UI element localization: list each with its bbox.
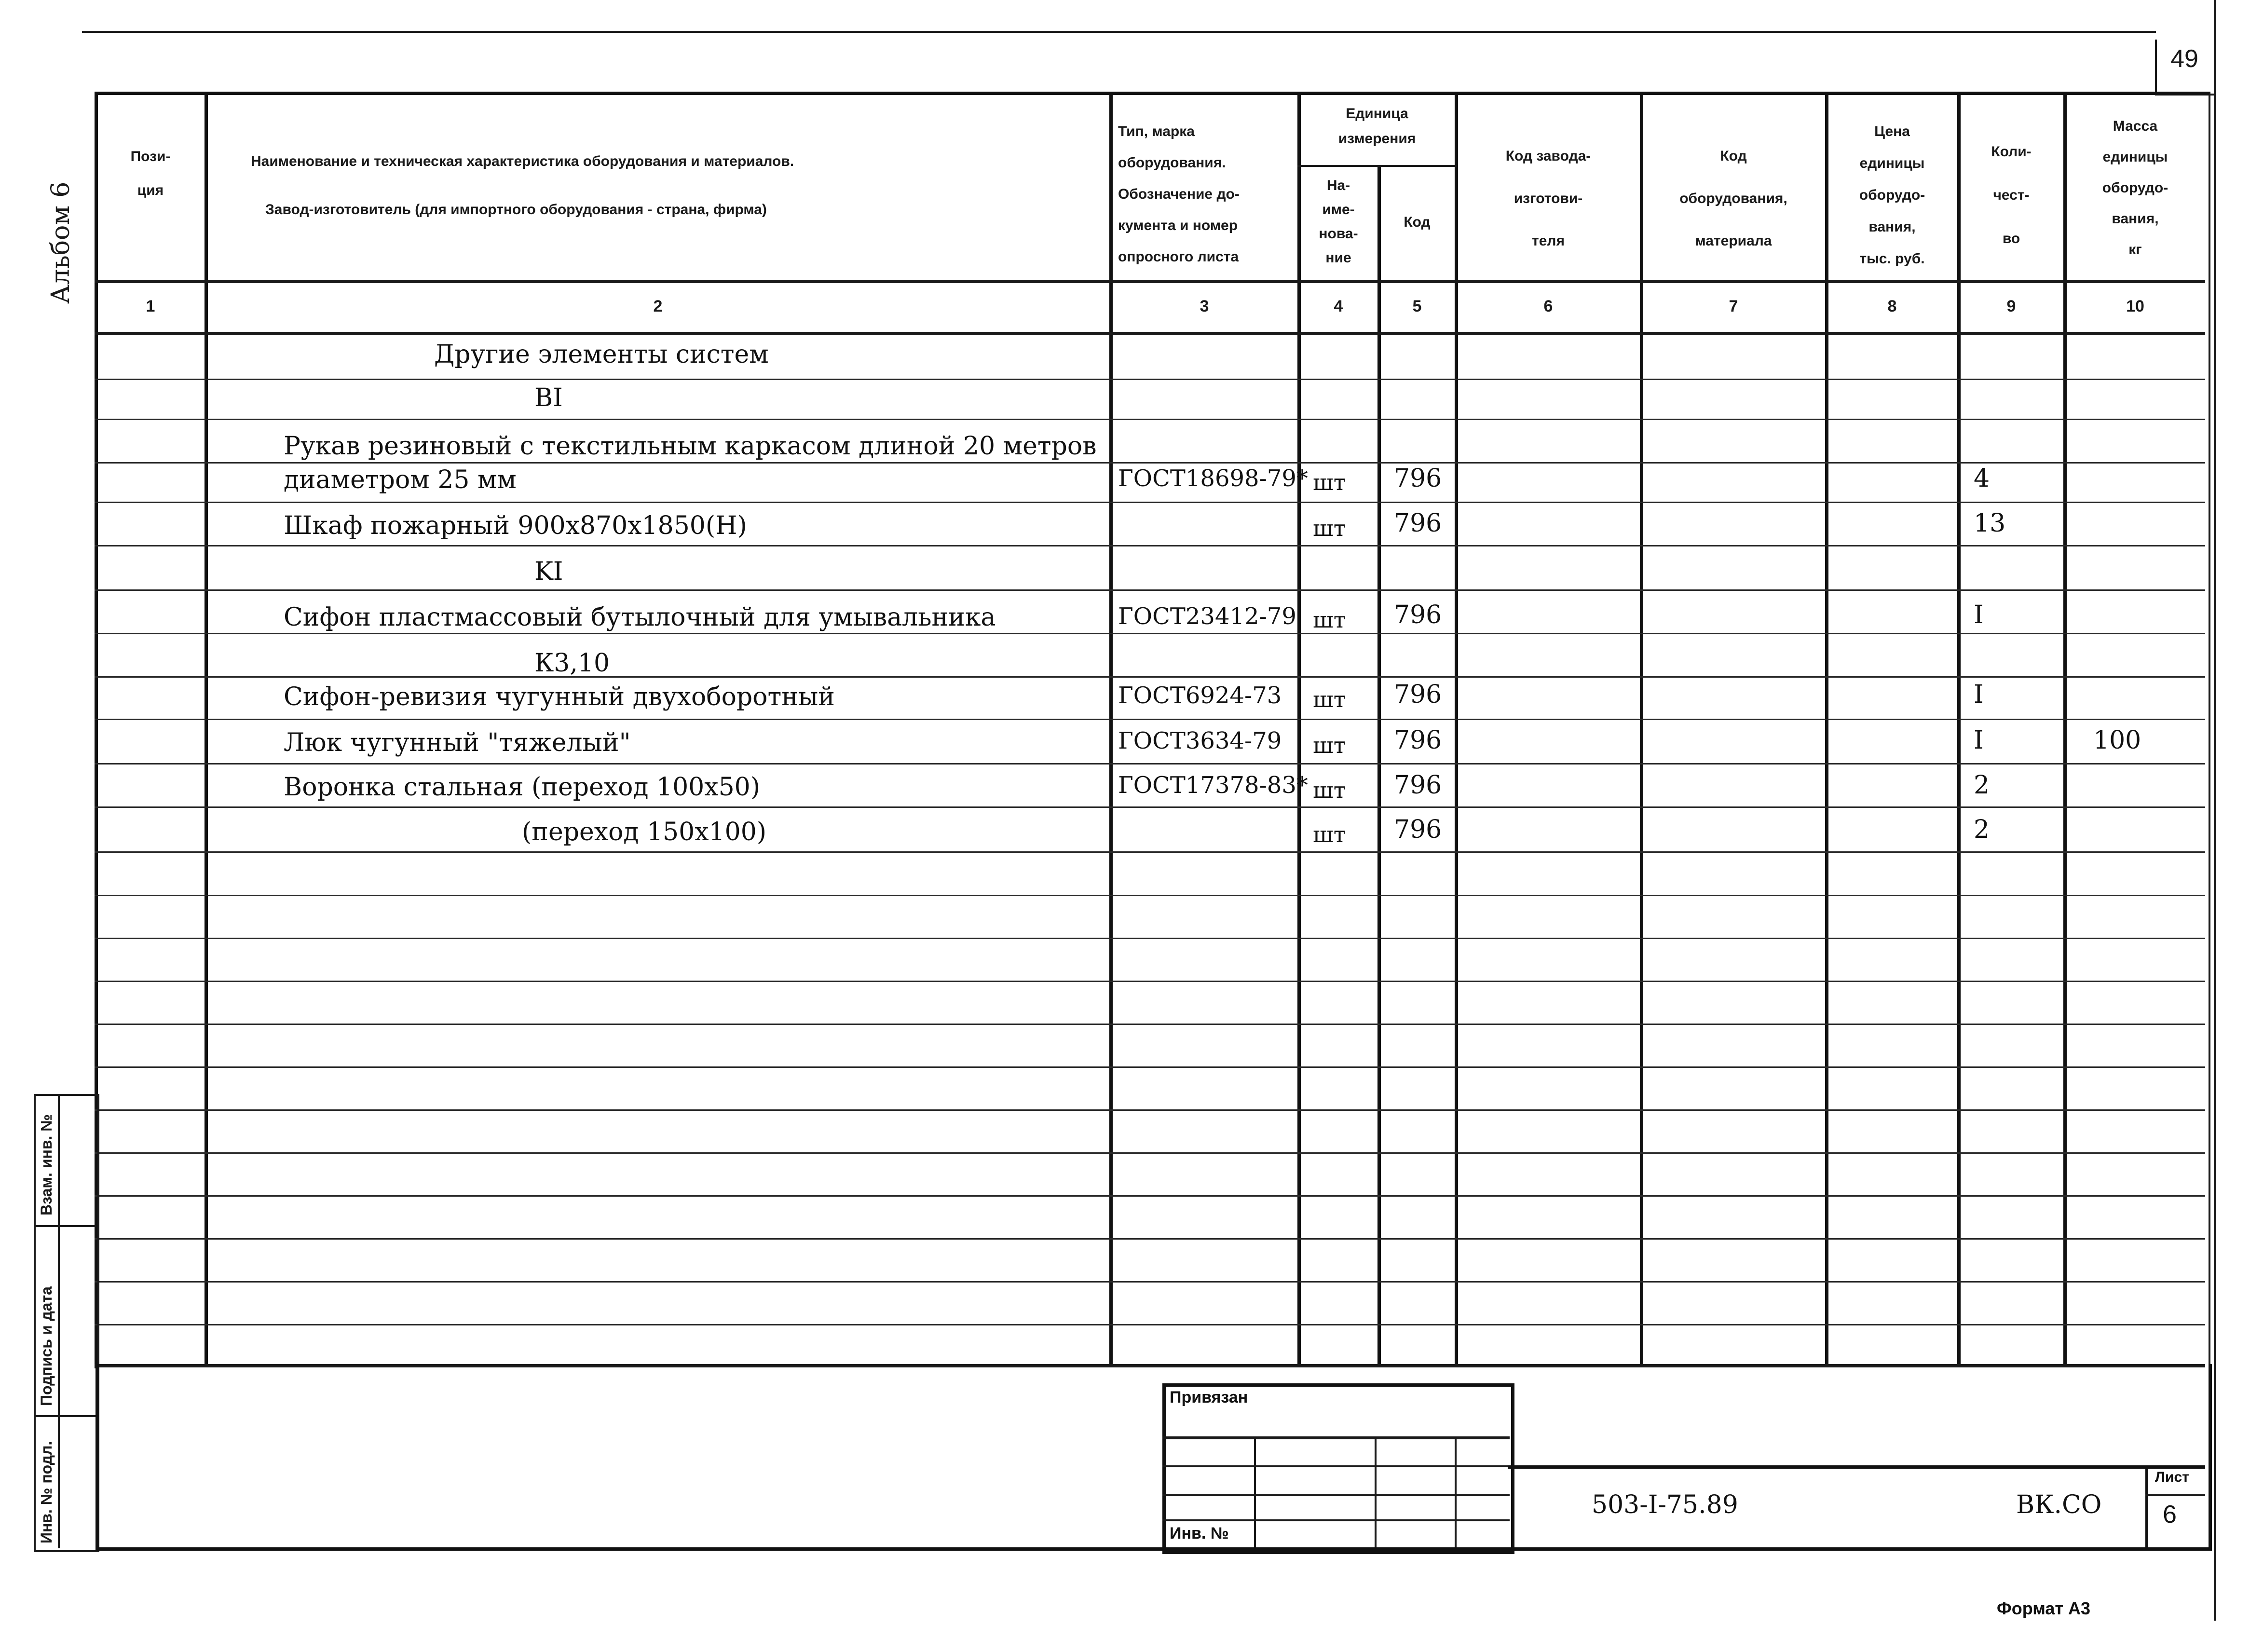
row-9-name: Люк чугунный "тяжелый" [284, 728, 631, 757]
header-col9: Коли- чест- во [1991, 144, 2032, 246]
row-separator [95, 676, 2205, 678]
header-bottom-line [95, 280, 2205, 283]
row-separator [95, 379, 2205, 380]
row-separator [95, 1281, 2205, 1283]
header-col6: Код завода- изготови- теля [1505, 148, 1591, 249]
col-number-8: 8 [1887, 297, 1897, 315]
row-2-name: Рукав резиновый с текстильным каркасом длиной 20 метров [284, 432, 1097, 461]
header-col10: Масса единицы оборудо- вания, кг [2102, 118, 2168, 258]
row-9-mass: 100 [2093, 726, 2141, 755]
row-separator [95, 1195, 2205, 1197]
inv-label: Инв. № [1170, 1524, 1229, 1543]
header-col8: Цена единицы оборудо- вания, тыс. руб. [1859, 123, 1925, 267]
row-separator [95, 938, 2205, 939]
row-separator [95, 589, 2205, 591]
side-stamp-div-1 [34, 1225, 96, 1227]
row-8-qty: I [1974, 680, 1984, 709]
row-8-mark: ГОСТ6924-73 [1118, 682, 1282, 709]
linked-col-2 [1375, 1436, 1377, 1547]
row-separator [95, 1238, 2205, 1240]
side-stamp-inner [58, 1094, 60, 1548]
page-number: 49 [2170, 45, 2198, 73]
doc-mark: ВК.СО [2016, 1490, 2102, 1519]
row-separator [95, 1024, 2205, 1025]
row-7-name: К3,10 [534, 649, 610, 678]
row-8-unit: шт [1313, 686, 1346, 712]
row-separator [95, 981, 2205, 982]
linked-row-4 [1162, 1519, 1510, 1521]
row-6-code: 796 [1394, 601, 1442, 629]
header-col5: Код [1404, 214, 1431, 230]
col-line-4 [1377, 166, 1381, 1365]
row-separator [95, 633, 2205, 634]
side-stamp-label-1: Взам. инв. № [38, 1114, 55, 1215]
row-10-unit: шт [1313, 777, 1346, 803]
row-separator [95, 462, 2205, 464]
row-10-mark: ГОСТ17378-83* [1118, 772, 1308, 799]
row-4-code: 796 [1394, 509, 1442, 538]
numbers-bottom-line [95, 332, 2205, 335]
unit-group-divider [1297, 165, 1457, 167]
doc-code: 503-I-75.89 [1592, 1490, 1738, 1519]
col-number-7: 7 [1729, 297, 1738, 315]
header-col4: На- име- нова- ние [1319, 177, 1358, 266]
side-stamp-label-3: Инв. № подл. [38, 1441, 55, 1543]
header-col2: Наименование и техническая характеристика оборудования и материалов. Завод-изготовитель (для импортного оборудования - страна, фирма) [251, 153, 794, 218]
header-col1: Пози- ция [130, 149, 171, 198]
top-border-line [82, 31, 2156, 33]
linked-col-1 [1254, 1436, 1256, 1547]
linked-row-1 [1162, 1436, 1510, 1439]
album-label: Альбом 6 [46, 181, 75, 304]
row-6-name: Сифон пластмассовый бутылочный для умывальника [284, 603, 996, 632]
row-3-name: диаметром 25 мм [284, 465, 517, 494]
col-number-4: 4 [1334, 297, 1343, 315]
row-separator [95, 719, 2205, 720]
row-separator [95, 545, 2205, 546]
row-10-qty: 2 [1974, 771, 1990, 800]
sheet-label: Лист [2155, 1469, 2189, 1485]
row-separator [95, 1324, 2205, 1325]
row-4-qty: 13 [1974, 509, 2006, 538]
row-11-code: 796 [1394, 815, 1442, 844]
row-11-name: (переход 150х100) [522, 818, 767, 846]
header-unit-group: Единица измерения [1338, 106, 1416, 147]
col-number-6: 6 [1543, 297, 1553, 315]
linked-col-3 [1455, 1436, 1457, 1547]
right-border-line [2214, 0, 2216, 1621]
header-col7: Код оборудования, материала [1679, 148, 1787, 249]
side-stamp-div-2 [34, 1415, 96, 1417]
row-11-unit: шт [1313, 821, 1346, 847]
row-9-mark: ГОСТ3634-79 [1118, 727, 1282, 754]
row-separator [95, 851, 2205, 853]
row-6-mark: ГОСТ23412-79 [1118, 603, 1296, 630]
row-10-code: 796 [1394, 771, 1442, 800]
sheet-number: 6 [2163, 1501, 2177, 1529]
row-9-code: 796 [1394, 726, 1442, 755]
row-5-name: KI [534, 557, 563, 586]
row-1-name: BI [534, 383, 563, 412]
row-11-qty: 2 [1974, 815, 1990, 844]
format-label: Формат А3 [1997, 1598, 2091, 1618]
row-3-qty: 4 [1974, 464, 1990, 493]
row-separator [95, 1152, 2205, 1154]
col-number-5: 5 [1412, 297, 1422, 315]
row-separator [95, 419, 2205, 420]
row-3-mark: ГОСТ18698-79* [1118, 465, 1308, 492]
row-4-unit: шт [1313, 515, 1346, 541]
row-separator [95, 895, 2205, 896]
row-4-name: Шкаф пожарный 900х870х1850(Н) [284, 511, 747, 540]
col-number-3: 3 [1200, 297, 1209, 315]
row-separator [95, 502, 2205, 503]
row-8-name: Сифон-ревизия чугунный двухоборотный [284, 683, 835, 711]
row-6-qty: I [1974, 601, 1984, 629]
sheet-box-divider [2145, 1494, 2205, 1496]
row-separator [95, 1066, 2205, 1068]
header-col3: Тип, марка оборудования. Обозначение до- кумента и номер опросного листа [1118, 123, 1240, 265]
col-number-2: 2 [653, 297, 663, 315]
row-9-qty: I [1974, 726, 1984, 755]
row-separator [95, 763, 2205, 765]
linked-row-2 [1162, 1465, 1510, 1467]
row-10-name: Воронка стальная (переход 100х50) [284, 773, 761, 802]
row-separator [95, 806, 2205, 808]
row-0-name: Другие элементы систем [434, 340, 769, 369]
row-6-unit: шт [1313, 607, 1346, 633]
row-3-unit: шт [1313, 469, 1346, 495]
col-number-9: 9 [2006, 297, 2016, 315]
col-number-10: 10 [2126, 297, 2144, 315]
side-stamp-label-2: Подпись и дата [38, 1286, 55, 1406]
row-3-code: 796 [1394, 464, 1442, 493]
linked-label: Привязан [1170, 1388, 1248, 1406]
col-number-1: 1 [146, 297, 155, 315]
row-9-unit: шт [1313, 732, 1346, 758]
row-separator [95, 1109, 2205, 1111]
linked-row-3 [1162, 1494, 1510, 1496]
row-8-code: 796 [1394, 680, 1442, 709]
